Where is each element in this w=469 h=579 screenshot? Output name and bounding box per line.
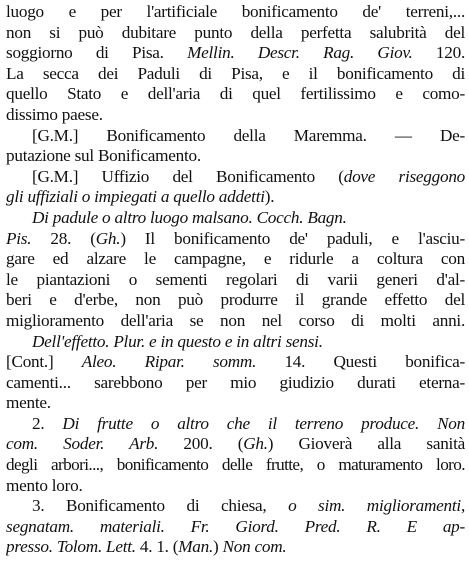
line-text: mento loro. — [6, 475, 83, 495]
line-text: ) Il bonificamento de' paduli, e l'asciu- — [120, 228, 465, 248]
text-line — [6, 187, 465, 208]
text-line — [6, 290, 465, 311]
definition-italic: com. Soder. Arb. — [6, 434, 159, 454]
line-text: dissimo paese. — [6, 104, 103, 124]
text-line — [6, 23, 465, 44]
text-line — [6, 126, 465, 147]
text-line — [6, 270, 465, 291]
text-line — [6, 373, 465, 394]
text-line — [6, 208, 465, 229]
line-text: luogo e per l'artificiale bonificamento de' terreni,... — [6, 2, 465, 21]
line-text: soggiorno di Pisa. — [6, 43, 188, 63]
text-line — [6, 537, 465, 558]
text-line — [6, 311, 465, 332]
line-text: le piantazioni o sementi regolari di varii generi d'al- — [6, 269, 465, 289]
line-text: non si può dubitare punto della perfetta salubrità del — [6, 22, 465, 42]
line-text: 14. Questi bonifica- — [256, 352, 465, 372]
text-line — [6, 229, 465, 250]
text-line — [6, 2, 465, 23]
definition-italic: Dell'effetto. Plur. e in questo e in altri sensi. — [32, 331, 323, 351]
line-text: degli arbori..., bonificamento delle frutte, o maturamento loro. — [6, 455, 465, 475]
text-line — [6, 434, 465, 455]
text-line — [6, 249, 465, 270]
line-text: quello Stato e dell'aria di quel fertilissimo e como- — [6, 84, 465, 104]
line-text: putazione sul Bonificamento. — [6, 146, 201, 166]
text-line — [6, 105, 465, 126]
line-text: 28. ( — [31, 228, 96, 248]
citation-italic: Pis. — [6, 228, 32, 248]
line-text: mente. — [6, 393, 51, 413]
text-line — [6, 332, 465, 353]
text-line — [6, 43, 465, 64]
line-text: , — [460, 496, 465, 516]
text-line — [6, 64, 465, 85]
line-text: ). — [264, 187, 275, 207]
definition-italic: Di frutte o altro che il terreno produce. Non — [62, 413, 465, 433]
line-text: [G.M.] Uffizio del Bonificamento ( — [32, 166, 344, 186]
gloss-italic: gli uffiziali o impiegati a quello addetti — [6, 187, 265, 207]
line-text: camenti... sarebbono per mio giudizio durati eterna- — [6, 372, 465, 392]
source-italic: Gh. — [95, 228, 121, 248]
sense-number: 3. Bonificamento di chiesa, — [32, 496, 289, 516]
text-line — [6, 455, 465, 476]
citation-italic: presso. Tolom. Lett. — [6, 537, 136, 557]
line-text: gare ed alzare le campagne, e ridurle a coltura con — [6, 249, 465, 269]
line-text: miglioramento dell'aria se non nel corso di molti anni. — [6, 310, 465, 330]
citation-italic: Aleo. Ripar. somm. — [81, 352, 257, 372]
line-text: 200. ( — [158, 434, 244, 454]
line-text: [Cont.] — [6, 352, 82, 372]
text-line — [6, 517, 465, 538]
line-text: 4. 1. ( — [135, 537, 179, 557]
text-line — [6, 146, 465, 167]
source-italic: Gh. — [243, 434, 268, 454]
usage-italic: Non com. — [222, 537, 287, 557]
line-text: [G.M.] Bonificamento della Maremma. — De- — [32, 125, 465, 145]
line-text: La secca dei Paduli di Pisa, e il bonificamento di — [6, 63, 465, 83]
text-line — [6, 476, 465, 497]
line-text: ) — [213, 537, 223, 557]
line-text: ) Gioverà alla sanità — [267, 434, 465, 454]
text-line — [6, 393, 465, 414]
text-line — [6, 496, 465, 517]
gloss-italic: dove riseggono — [343, 166, 465, 186]
definition-italic: o sim. miglioramenti — [288, 496, 461, 516]
definition-italic: segnatam. materiali. Fr. Giord. Pred. R. E ap- — [6, 516, 465, 536]
line-text: 120. — [412, 43, 465, 63]
text-line — [6, 167, 465, 188]
definition-italic: Di padule o altro luogo malsano. Cocch. Bagn. — [32, 207, 347, 227]
sense-number: 2. — [32, 413, 63, 433]
citation-italic: Mellin. Descr. Rag. Giov. — [187, 43, 413, 63]
text-line — [6, 84, 465, 105]
source-italic: Man. — [178, 537, 214, 557]
text-line — [6, 352, 465, 373]
line-text: beri e d'erbe, non può produrre il grande effetto del — [6, 290, 465, 310]
text-line — [6, 414, 465, 435]
